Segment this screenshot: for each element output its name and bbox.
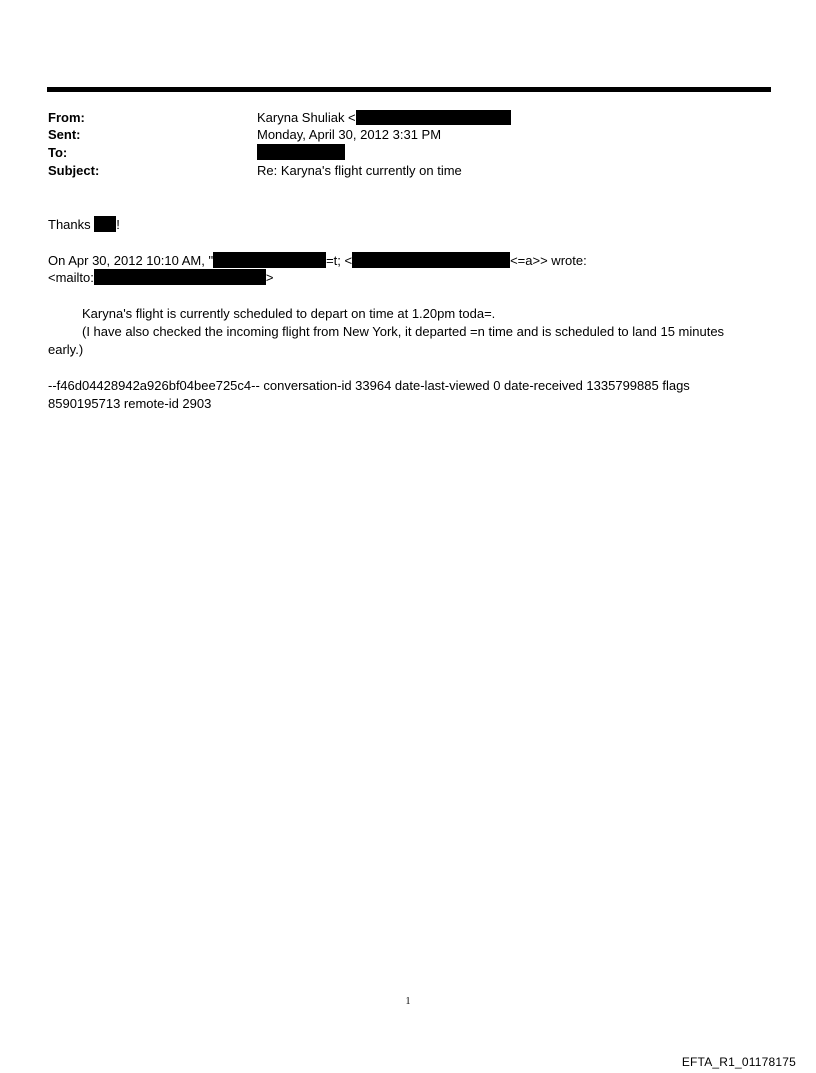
- mailto-line: [48, 269, 273, 287]
- subject-value: Re: Karyna's flight currently on time: [257, 163, 462, 178]
- mailto-suffix: >: [265, 270, 274, 285]
- quote-intro-mid: =t; <: [326, 253, 353, 268]
- quoted-line-1: Karyna's flight is currently scheduled to depart on time at 1.20pm toda=.: [82, 306, 496, 321]
- thanks-suffix: !: [116, 217, 120, 232]
- page-number: 1: [405, 996, 411, 1007]
- redaction-bar: [213, 252, 326, 268]
- subject-label: Subject:: [48, 163, 100, 178]
- quote-intro-prefix: On Apr 30, 2012 10:10 AM, ": [48, 253, 214, 268]
- quoted-line-2: (I have also checked the incoming flight from New York, it departed =n time and is scheduled to land 15 minutes: [82, 324, 725, 339]
- redaction-bar: [94, 216, 116, 232]
- meta-line-1: --f46d04428942a926bf04bee725c4-- conversation-id 33964 date-last-viewed 0 date-received 1335799885 flags: [48, 378, 690, 393]
- sent-label: Sent:: [48, 127, 81, 142]
- thanks-text: Thanks: [48, 217, 91, 232]
- quote-intro-suffix: <=a>> wrote:: [510, 253, 587, 268]
- redaction-bar: [94, 269, 266, 285]
- quoted-line-3: early.): [48, 342, 84, 357]
- meta-line-2: 8590195713 remote-id 2903: [48, 396, 212, 411]
- from-name: Karyna Shuliak <: [257, 110, 356, 125]
- from-label: From:: [48, 110, 85, 125]
- header-divider: [47, 87, 771, 92]
- to-label: To:: [48, 145, 68, 160]
- redaction-bar: [356, 110, 511, 125]
- sent-value: Monday, April 30, 2012 3:31 PM: [257, 127, 442, 142]
- from-value: [257, 109, 511, 127]
- mailto-prefix: <mailto:: [48, 270, 94, 285]
- bates-number: EFTA_R1_01178175: [681, 1055, 796, 1069]
- redaction-bar: [352, 252, 510, 268]
- thanks-line: [48, 216, 120, 234]
- redaction-bar: [257, 144, 345, 160]
- quote-intro-line: [48, 252, 587, 270]
